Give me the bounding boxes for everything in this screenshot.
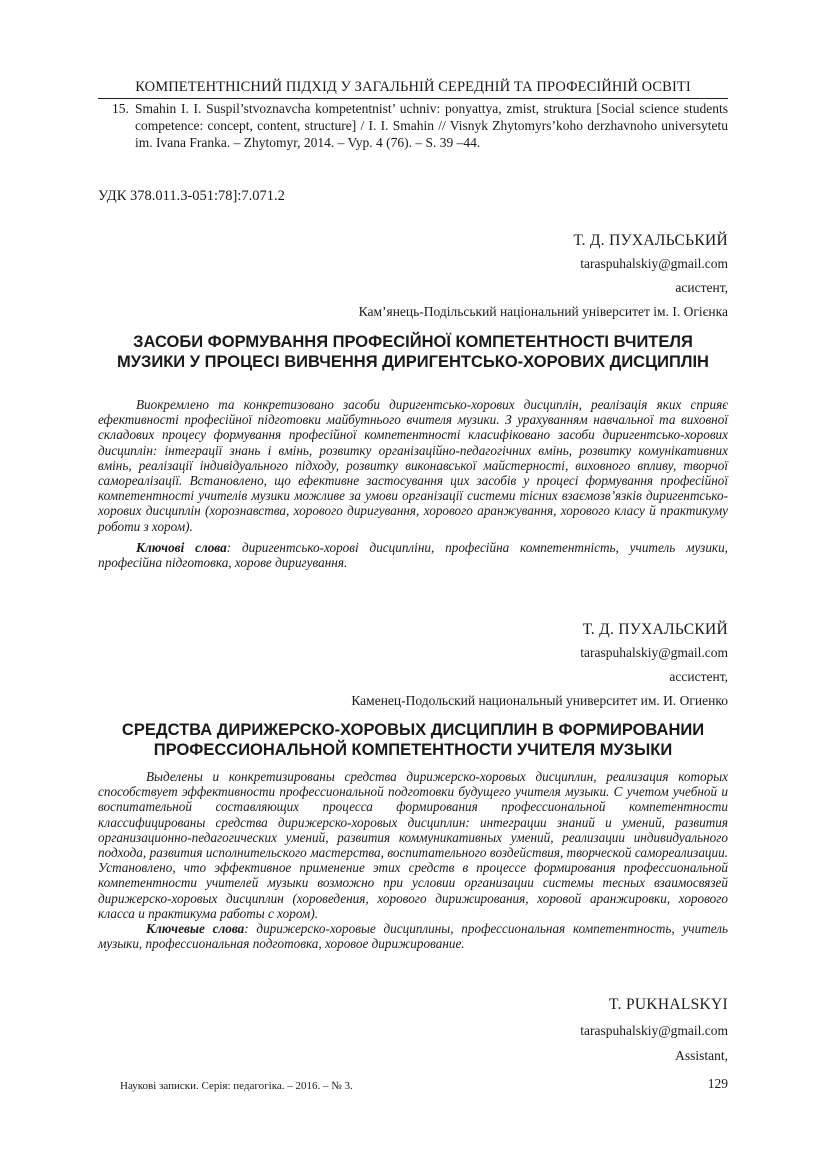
- page-number: 129: [707, 1076, 728, 1091]
- keywords-uk: [98, 540, 728, 570]
- abstract-ru: Выделены и конкретизированы средства дирижерско-хоровых дисциплин, реализация которых способствует эффективности профессиональной подготовки будущего учителя музыки. С учетом учебной и воспитательной составляющих процесса формирования профессиональной компетентности классифицированы средства дирижерско-хоровых дисциплин: интеграции знаний и умений, развития организационно-педагогических умений, развития коммуникативных умений, реализации индивидуального подхода, развития исполнительского мастерства, воспитательного воздействия, творческой самореализации. Установлено, что эффективное применение этих средств в процессе формирования профессиональной компетентности учителей музыки возможно при условии организации системы тесных взаимосвязей дирижерско-хоровых дисциплин (хороведения, хорового дирижирования, хоровой аранжировки, хорового класса и практикума работы с хором).: [98, 769, 728, 921]
- keywords-label-ru: Ключевые слова: [146, 921, 245, 937]
- reference-text: Smahin I. I. Suspil’stvoznavcha kompetentnist’ uchniv: ponyattya, zmist, struktura [Social science students competence: concept, content, structure] / I. I. Smahin // Visnyk Zhytomyrs’koho derzhavnoho universytetu im. Ivana Franka. – Zhytomyr, 2014. – Vyp. 4 (76). – S. 39 –44.: [135, 101, 728, 150]
- author-email-uk: taraspuhalskiy@gmail.com: [580, 256, 728, 271]
- reference-item: [112, 100, 728, 151]
- abstract-uk: Виокремлено та конкретизовано засоби диригентсько-хорових дисциплін, реалізація яких сприяє ефективності професійної підготовки майбутнього вчителя музики. З урахуванням навчальної та виховної складових процесу формування професійної компетентності класифіковано засоби диригентсько-хорових дисциплін: інтеграції знань і вмінь, розвитку організаційно-педагогічних вмінь, розвитку комунікативних вмінь, реалізації індивідуального підходу, розвитку виконавської майстерності, виховного впливу, творчої самореалізації. Встановлено, що ефективне застосування цих засобів у процесі формування професійної компетентності учителів музики можливе за умови організації системи тісних взаємозв’язків диригентсько-хорових дисциплін (хорознавства, хорового диригування, хорового аранжування, хорового класу й практикуму роботи з хором).: [98, 397, 728, 534]
- author-email-en: taraspuhalskiy@gmail.com: [580, 1023, 728, 1038]
- footer-journal-citation: Наукові записки. Серія: педагогіка. – 2016. – № 3.: [120, 1080, 353, 1092]
- russian-author-block: [98, 621, 728, 715]
- author-affiliation-ru: Каменец-Подольский национальный университет им. И. Огиенко: [351, 693, 728, 708]
- author-name-en: T. PUKHALSKYI: [609, 996, 728, 1013]
- abstract-uk-section: [98, 397, 728, 570]
- article-title-ru: СРЕДСТВА ДИРИЖЕРСКО-ХОРОВЫХ ДИСЦИПЛИН В ФОРМИРОВАНИИ ПРОФЕССИОНАЛЬНОЙ КОМПЕТЕНТНОСТИ УЧИТЕЛЯ МУЗЫКИ: [121, 721, 705, 759]
- english-author-block: [98, 996, 728, 1070]
- keywords-ru: [98, 921, 728, 951]
- author-position-en: Assistant,: [675, 1048, 728, 1063]
- author-name-ru: Т. Д. ПУХАЛЬСКИЙ: [582, 621, 728, 638]
- keywords-text-ru: : дирижерско-хоровые дисциплины, профессиональная компетентность, учитель музыки, профессиональная подготовка, хоровое дирижирование.: [98, 921, 728, 952]
- reference-number: 15.: [112, 101, 129, 116]
- author-name-uk: Т. Д. ПУХАЛЬСЬКИЙ: [573, 232, 728, 249]
- running-header: КОМПЕТЕНТНІСНИЙ ПІДХІД У ЗАГАЛЬНІЙ СЕРЕДНІЙ ТА ПРОФЕСІЙНІЙ ОСВІТІ: [98, 79, 728, 99]
- ukrainian-author-block: [98, 232, 728, 326]
- author-position-ru: ассистент,: [669, 669, 728, 684]
- keywords-text-uk: : диригентсько-хорові дисципліни, професійна компетентність, учитель музики, професійна підготовка, хорове диригування.: [98, 539, 728, 571]
- author-position-uk: асистент,: [675, 280, 728, 295]
- author-email-ru: taraspuhalskiy@gmail.com: [580, 645, 728, 660]
- article-title-uk: ЗАСОБИ ФОРМУВАННЯ ПРОФЕСІЙНОЇ КОМПЕТЕНТНОСТІ ВЧИТЕЛЯ МУЗИКИ У ПРОЦЕСІ ВИВЧЕННЯ ДИРИГЕНТСЬКО-ХОРОВИХ ДИСЦИПЛІН: [117, 333, 709, 371]
- author-affiliation-uk: Кам’янець-Подільський національний університет ім. І. Огієнка: [358, 304, 728, 319]
- keywords-label-uk: Ключові слова: [136, 539, 227, 555]
- udk-code: УДК 378.011.3-051:78]:7.071.2: [98, 188, 285, 204]
- abstract-ru-section: [98, 769, 728, 951]
